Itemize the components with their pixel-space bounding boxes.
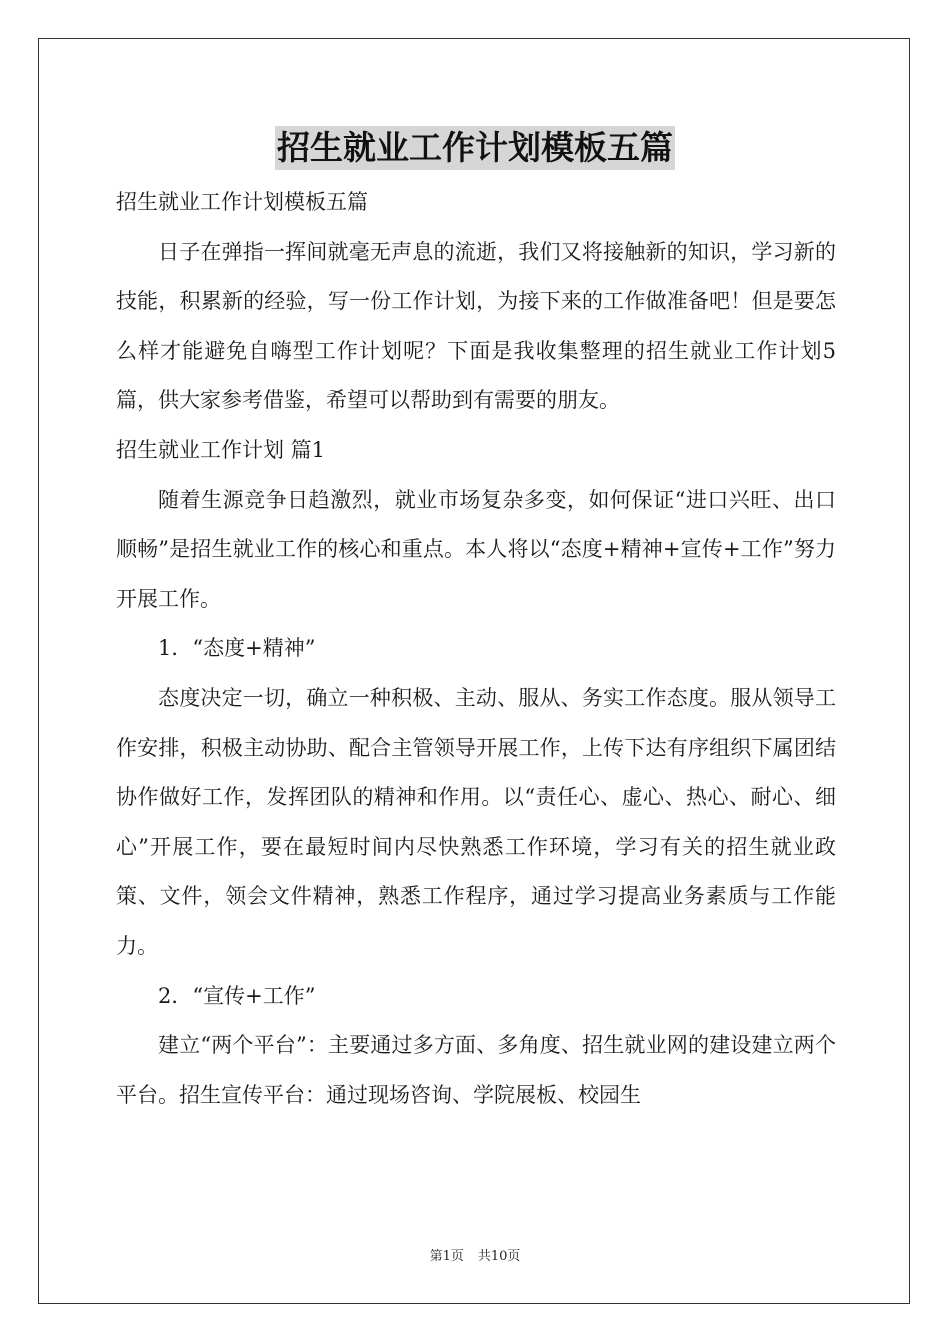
body-paragraph: 态度决定一切，确立一种积极、主动、服从、务实工作态度。服从领导工作安排，积极主动协助、配合主管领导开展工作，上传下达有序组织下属团结协作做好工作，发挥团队的精神和作用。以“责任心、虚心、热心、耐心、细心”开展工作，要在最短时间内尽快熟悉工作环境，学习有关的招生就业政策、文件，领会文件精神，熟悉工作程序，通过学习提高业务素质与工作能力。 xyxy=(116,685,836,958)
body-paragraph: 随着生源竞争日趋激烈，就业市场复杂多变，如何保证“进口兴旺、出口顺畅”是招生就业工作的核心和重点。本人将以“态度+精神+宣传+工作”努力开展工作。 xyxy=(116,487,836,611)
intro-paragraph: 日子在弹指一挥间就毫无声息的流逝，我们又将接触新的知识，学习新的技能，积累新的经验，写一份工作计划，为接下来的工作做准备吧！但是要怎么样才能避免自嗨型工作计划呢？下面是我收集整理的招生就业工作计划5篇，供大家参考借鉴，希望可以帮助到有需要的朋友。 xyxy=(116,239,836,413)
page-total: 共10页 xyxy=(477,1249,521,1264)
body-paragraph: 建立“两个平台”：主要通过多方面、多角度、招生就业网的建设建立两个平台。招生宣传平台：通过现场咨询、学院展板、校园生 xyxy=(116,1033,836,1107)
document-title: 招生就业工作计划模板五篇 xyxy=(275,126,675,170)
section-heading: 招生就业工作计划 篇1 xyxy=(116,437,326,462)
page-footer xyxy=(0,1248,950,1266)
subheading-publicity-work: 2．“宣传+工作” xyxy=(158,983,316,1008)
title-container xyxy=(0,126,950,170)
subheading-attitude-spirit: 1．“态度+精神” xyxy=(158,636,316,661)
document-body xyxy=(116,178,836,1120)
document-subtitle: 招生就业工作计划模板五篇 xyxy=(116,190,368,214)
page-number: 第1页 xyxy=(429,1249,464,1264)
